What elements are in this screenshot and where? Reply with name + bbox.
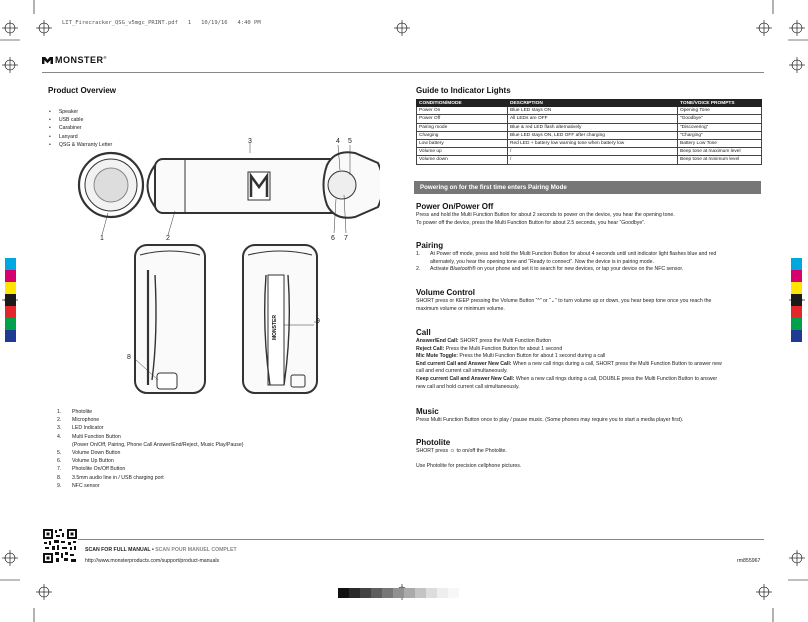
- list-item: 6. Volume Up Button: [57, 458, 114, 465]
- call-item: End current Call and Answer New Call: When a new call rings during a call, SHORT press the Multi Function Button to answer new: [416, 360, 722, 367]
- pairing-step-1: 1. At Power off mode, press and hold the Multi Function Button for about 4 seconds until unit indicator light flashes blue and red: [416, 251, 717, 257]
- svg-text:MONSTER: MONSTER: [272, 315, 278, 340]
- monster-logo-icon: [42, 57, 53, 64]
- photolite-section: [416, 438, 762, 470]
- call-item: call and end current call simultaneously.: [416, 368, 508, 375]
- table-cell: Battery Low Tone: [678, 139, 762, 147]
- speaker-illustration: [40, 135, 380, 415]
- list-item: 8. 3.5mm audio line in / USB charging port: [57, 474, 164, 481]
- indicator-table: [416, 99, 762, 165]
- call-item: Mic Mute Toggle: Press the Multi Function Button for about 1 second during a call: [416, 353, 606, 360]
- callout-9: 9: [316, 318, 320, 325]
- music-title: Music: [416, 407, 439, 416]
- monster-logo: MONSTER®: [42, 55, 107, 65]
- photolite-title: Photolite: [416, 438, 451, 447]
- sun-icon: ☼: [449, 448, 456, 454]
- indicator-guide-title: Guide to Indicator Lights: [416, 86, 511, 95]
- call-item: Keep current Call and Answer New Call: When a new call rings during a call, DOUBLE press the Multi Function Button to answer: [416, 375, 718, 382]
- registration-mark-icon: [756, 584, 772, 600]
- pairing-mode-banner: Powering on for the first time enters Pairing Mode: [414, 181, 761, 194]
- power-section: [416, 202, 762, 227]
- callout-1: 1: [100, 235, 104, 242]
- table-row: [417, 123, 762, 131]
- list-item: 1. Photolite: [57, 409, 93, 415]
- table-cell: Red LED + battery low warning tone when battery low: [508, 139, 678, 147]
- photolite-text-1: SHORT press ☼ to on/off the Photolite.: [416, 448, 507, 454]
- list-item: (Power On/Off, Pairing, Phone Call Answer/End/Reject, Music Play/Pause): [72, 441, 244, 448]
- grayscale-bar: [338, 588, 459, 598]
- table-cell: Low battery: [417, 139, 508, 147]
- registration-mark-icon: [36, 584, 52, 600]
- volume-section: [416, 288, 762, 313]
- table-cell: Blue & red LED flash alternatively: [508, 123, 678, 131]
- table-cell: Power On: [417, 107, 508, 115]
- header-rule: [42, 72, 764, 73]
- table-cell: Volume up: [417, 148, 508, 156]
- list-item: 4. Multi Function Button: [57, 433, 121, 440]
- list-item: 5. Volume Down Button: [57, 450, 121, 457]
- column-header: DESCRIPTION: [508, 100, 678, 107]
- list-item: 7. Photolite On/Off Button: [57, 466, 126, 473]
- registration-mark-icon: [789, 57, 805, 73]
- scan-label: SCAN FOR FULL MANUAL • SCAN POUR MANUEL COMPLET: [85, 547, 237, 553]
- table-cell: /: [508, 156, 678, 164]
- registration-mark-icon: [2, 550, 18, 566]
- footer-rule: [42, 539, 764, 540]
- table-row: [417, 131, 762, 139]
- table-row: [417, 148, 762, 156]
- callout-2: 2: [166, 235, 170, 242]
- column-header: TONE/VOICE PROMPTS: [678, 100, 762, 107]
- color-bar-left: [5, 258, 16, 342]
- table-row: [417, 115, 762, 123]
- color-bar-right: [791, 258, 802, 342]
- table-cell: Blue LED stays ON: [508, 107, 678, 115]
- list-item: • Speaker: [49, 108, 112, 116]
- call-item: new call and hold current call simultaneously.: [416, 383, 520, 390]
- qr-code-icon: [42, 528, 78, 564]
- call-section: [416, 328, 762, 391]
- table-row: [417, 156, 762, 164]
- registration-mark-icon: [36, 20, 52, 36]
- callout-6: 6: [331, 235, 335, 242]
- table-cell: Blue LED stays ON, LED OFF after charging: [508, 131, 678, 139]
- registration-mark-icon: [394, 20, 410, 36]
- table-cell: Power Off: [417, 115, 508, 123]
- callout-5: 5: [348, 138, 352, 145]
- table-cell: Charging: [417, 131, 508, 139]
- power-text-2: To power off the device, press the Multi Function Button for about 2.5 seconds, you hear “Goodbye”.: [416, 219, 646, 226]
- table-cell: “Charging”: [678, 131, 762, 139]
- pairing-step-1-cont: alternately, you hear the opening tone and “Ready to connect”. Now the device is in pairing mode.: [430, 258, 654, 265]
- callout-4: 4: [336, 138, 340, 145]
- list-item: 9. NFC sensor: [57, 482, 100, 489]
- table-header-row: [417, 100, 762, 107]
- power-text-1: Press and hold the Multi Function Button for about 2 seconds to power on the device, you hear the opening tone.: [416, 212, 675, 218]
- table-cell: /: [508, 148, 678, 156]
- table-cell: Beep tone at minimum level: [678, 156, 762, 164]
- music-text: Press Multi Function Button once to play / pause music. (Some phones may require you to start a media player first).: [416, 417, 684, 423]
- table-cell: Pairing mode: [417, 123, 508, 131]
- volume-text-1: SHORT press or KEEP pressing the Volume Button “^” or “⌄” to turn volume up or down, you hear beep tone once you reach the: [416, 298, 712, 304]
- table-cell: Beep tone at maximum level: [678, 148, 762, 156]
- table-row: [417, 139, 762, 147]
- callout-8: 8: [127, 354, 131, 361]
- music-section: [416, 407, 762, 425]
- table-cell: Volume down: [417, 156, 508, 164]
- photolite-text-2: Use Photolite for precision cellphone pictures.: [416, 462, 522, 469]
- table-row: [417, 107, 762, 115]
- volume-text-2: maximum volume or minimum volume.: [416, 305, 505, 312]
- registration-mark-icon: [2, 20, 18, 36]
- list-item: 3. LED Indicator: [57, 425, 104, 432]
- callout-7: 7: [344, 235, 348, 242]
- manual-url-link[interactable]: http://www.monsterproducts.com/support/product-manuals: [85, 558, 220, 564]
- list-item: 2. Microphone: [57, 417, 100, 424]
- registration-mark-icon: [756, 20, 772, 36]
- list-item: • Lanyard: [49, 133, 112, 141]
- table-cell: Opening Tone: [678, 107, 762, 115]
- print-header-line: LIT_Firecracker_QSG_v5mgc_PRINT.pdf 1 10/19/16 4:40 PM: [62, 20, 261, 26]
- registration-mark-icon: [789, 20, 805, 36]
- registration-mark-icon: [789, 550, 805, 566]
- call-item: Answer/End Call: SHORT press the Multi Function Button: [416, 338, 552, 344]
- callout-3: 3: [248, 138, 252, 145]
- table-cell: All LEDs are OFF: [508, 115, 678, 123]
- list-item: • QSG & Warranty Letter: [49, 141, 112, 149]
- table-cell: “Discovering”: [678, 123, 762, 131]
- table-cell: “Goodbye”: [678, 115, 762, 123]
- registration-mark-icon: [2, 57, 18, 73]
- column-header: CONDITION/MODE: [417, 100, 508, 107]
- volume-title: Volume Control: [416, 288, 475, 297]
- call-item: Reject Call: Press the Multi Function Button for about 1 second: [416, 345, 563, 352]
- power-title: Power On/Power Off: [416, 202, 494, 211]
- document-code: rm855967: [737, 558, 761, 564]
- product-overview-title: Product Overview: [48, 86, 117, 95]
- pairing-title: Pairing: [416, 241, 444, 250]
- pairing-section: [416, 241, 762, 274]
- call-title: Call: [416, 328, 431, 337]
- pairing-step-2: 2. Activate Bluetooth® on your phone and set it to search for new devices, or tap your device on the NFC sensor.: [416, 266, 684, 273]
- list-item: • USB cable: [49, 116, 112, 124]
- list-item: • Carabiner: [49, 124, 112, 132]
- parts-list: [57, 408, 243, 490]
